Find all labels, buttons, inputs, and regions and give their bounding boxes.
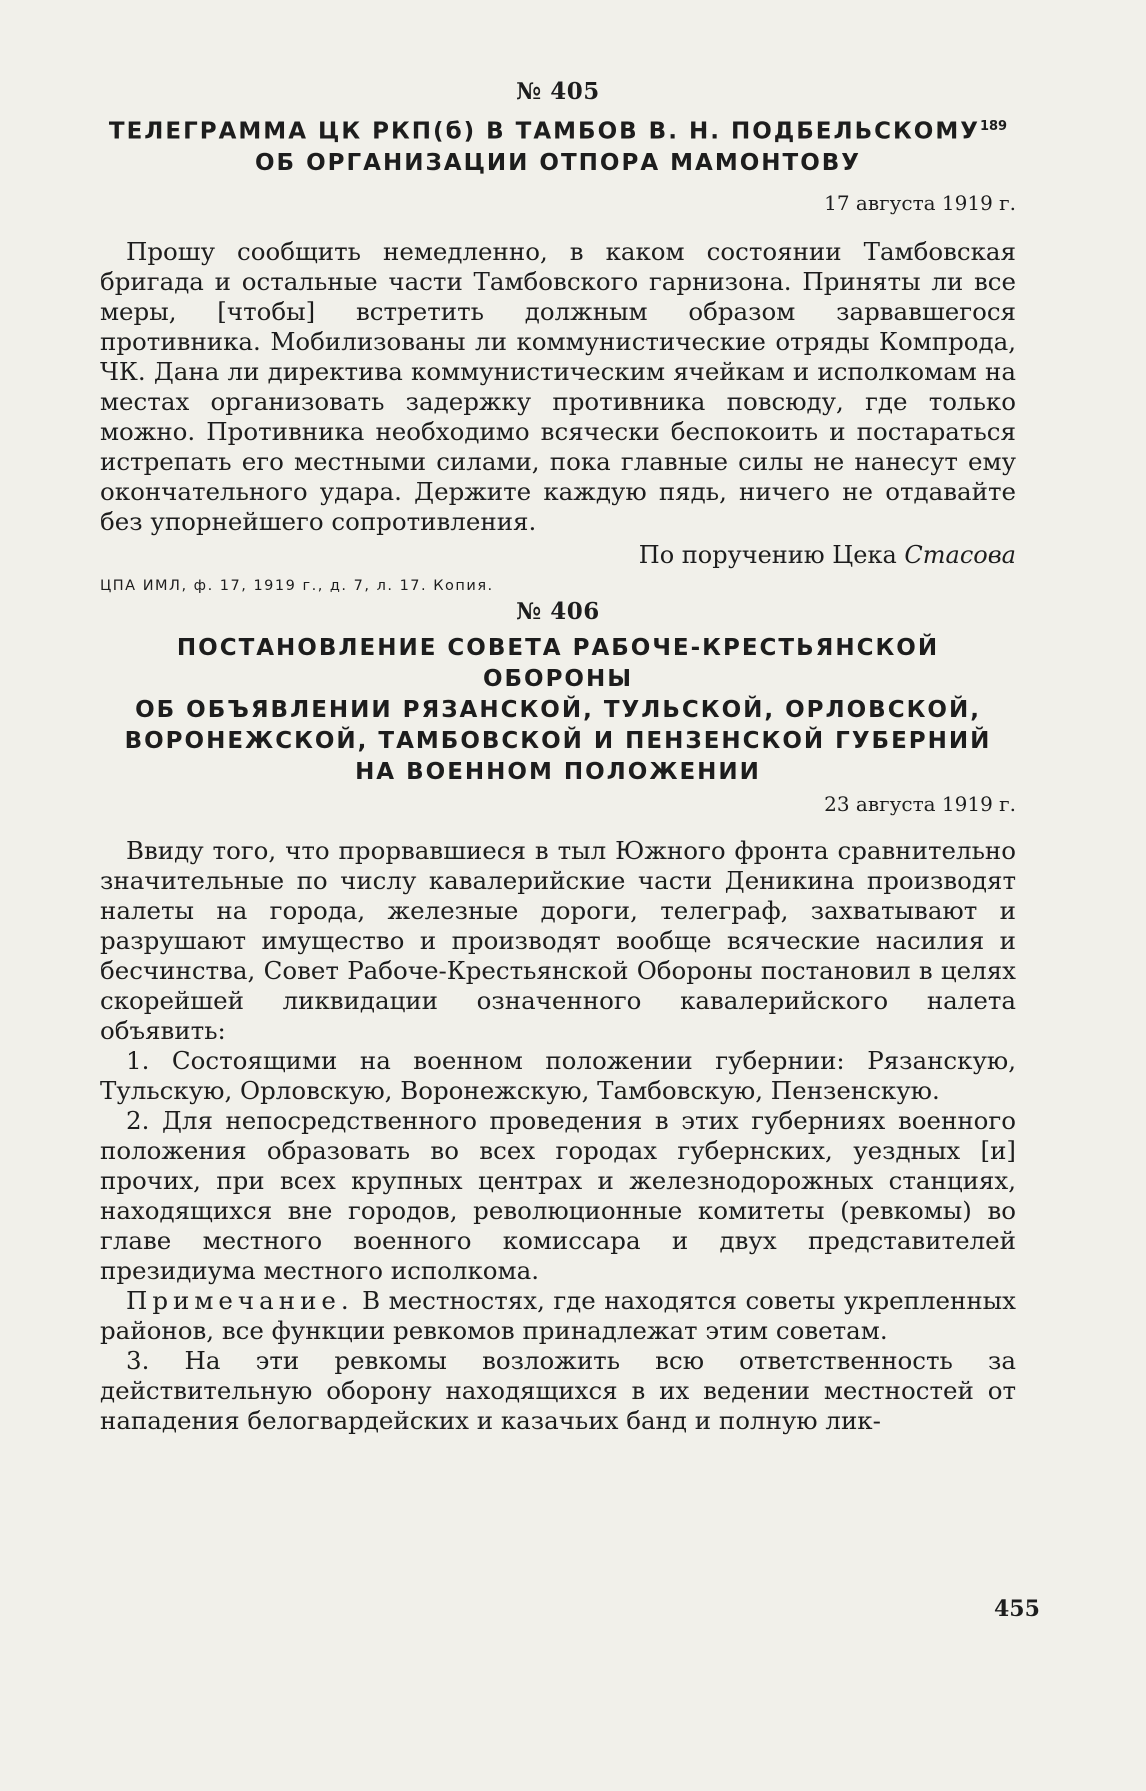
doc406-date: 23 августа 1919 г.	[824, 791, 1016, 816]
doc405-title-line1: ТЕЛЕГРАММА ЦК РКП(б) В ТАМБОВ В. Н. ПОДБЕЛЬСКОМУ	[108, 118, 980, 145]
doc406-title	[100, 633, 1016, 788]
doc406-title-line4: НА ВОЕННОМ ПОЛОЖЕНИИ	[355, 758, 761, 785]
doc405-source: ЦПА ИМЛ, ф. 17, 1919 г., д. 7, л. 17. Копия.	[100, 577, 494, 594]
doc406-item2: 2. Для непосредственного проведения в этих губерниях военного положения образовать во всех городах губернских, уездных [и] прочих, при всех крупных центрах и железнодорожных станциях, находящихся вне городов, революционные комитеты (ревкомы) во главе местного военного комиссара и двух представителей президиума местного исполкома.	[100, 1105, 1016, 1285]
doc406-title-line3: ВОРОНЕЖСКОЙ, ТАМБОВСКОЙ И ПЕНЗЕНСКОЙ ГУБЕРНИЙ	[124, 727, 992, 754]
doc406-item3: 3. На эти ревкомы возложить всю ответственность за действительную оборону находящихся в их ведении местностей от нападения белогвардейских и казачьих банд и полную лик-	[100, 1345, 1016, 1435]
doc405-title	[100, 111, 1016, 179]
signature-prefix: По поручению Цека	[638, 540, 897, 569]
doc405-signature	[100, 541, 1016, 569]
doc406-title-line2: ОБ ОБЪЯВЛЕНИИ РЯЗАНСКОЙ, ТУЛЬСКОЙ, ОРЛОВСКОЙ,	[135, 696, 981, 723]
doc406-number: № 406	[516, 597, 600, 625]
note-label: Примечание.	[126, 1285, 354, 1315]
signature-name: Стасова	[904, 540, 1016, 569]
document-page	[100, 78, 1016, 1436]
doc406-note	[100, 1286, 1016, 1346]
doc405-number: № 405	[516, 78, 600, 105]
doc406-title-line1: ПОСТАНОВЛЕНИЕ СОВЕТА РАБОЧЕ-КРЕСТЬЯНСКОЙ ОБОРОНЫ	[176, 634, 940, 692]
note-text: В местностях, где находятся советы укрепленных районов, все функции ревкомов принадлежат этим советам.	[100, 1285, 1016, 1345]
doc406-intro: Ввиду того, что прорвавшиеся в тыл Южного фронта сравнительно значительные по числу кавалерийские части Деникина производят налеты на города, железные дороги, телеграф, захватывают и разрушают имущество и производят вообще всяческие насилия и бесчинства, Совет Рабоче-Крестьянской Обороны постановил в целях скорейшей ликвидации означенного кавалерийского налета объявить:	[100, 835, 1016, 1045]
page-number: 455	[994, 1596, 1040, 1622]
doc406-item1: 1. Состоящими на военном положении губернии: Рязанскую, Тульскую, Орловскую, Воронежскую, Тамбовскую, Пензенскую.	[100, 1045, 1016, 1105]
doc405-date: 17 августа 1919 г.	[824, 190, 1016, 215]
doc405-body: Прошу сообщить немедленно, в каком состоянии Тамбовская бригада и остальные части Тамбовского гарнизона. Приняты ли все меры, [чтобы] встретить должным образом зарвавшегося противника. Мобилизованы ли коммунистические отряды Компрода, ЧК. Дана ли директива коммунистическим ячейкам и исполкомам на местах организовать задержку противника повсюду, где только можно. Противника необходимо всячески беспокоить и постараться истрепать его местными силами, пока главные силы не нанесут ему окончательного удара. Держите каждую пядь, ничего не отдавайте без упорнейшего сопротивления.	[100, 236, 1016, 536]
doc405-title-line2: ОБ ОРГАНИЗАЦИИ ОТПОРА МАМОНТОВУ	[254, 149, 862, 176]
footnote-marker: 189	[979, 119, 1008, 134]
